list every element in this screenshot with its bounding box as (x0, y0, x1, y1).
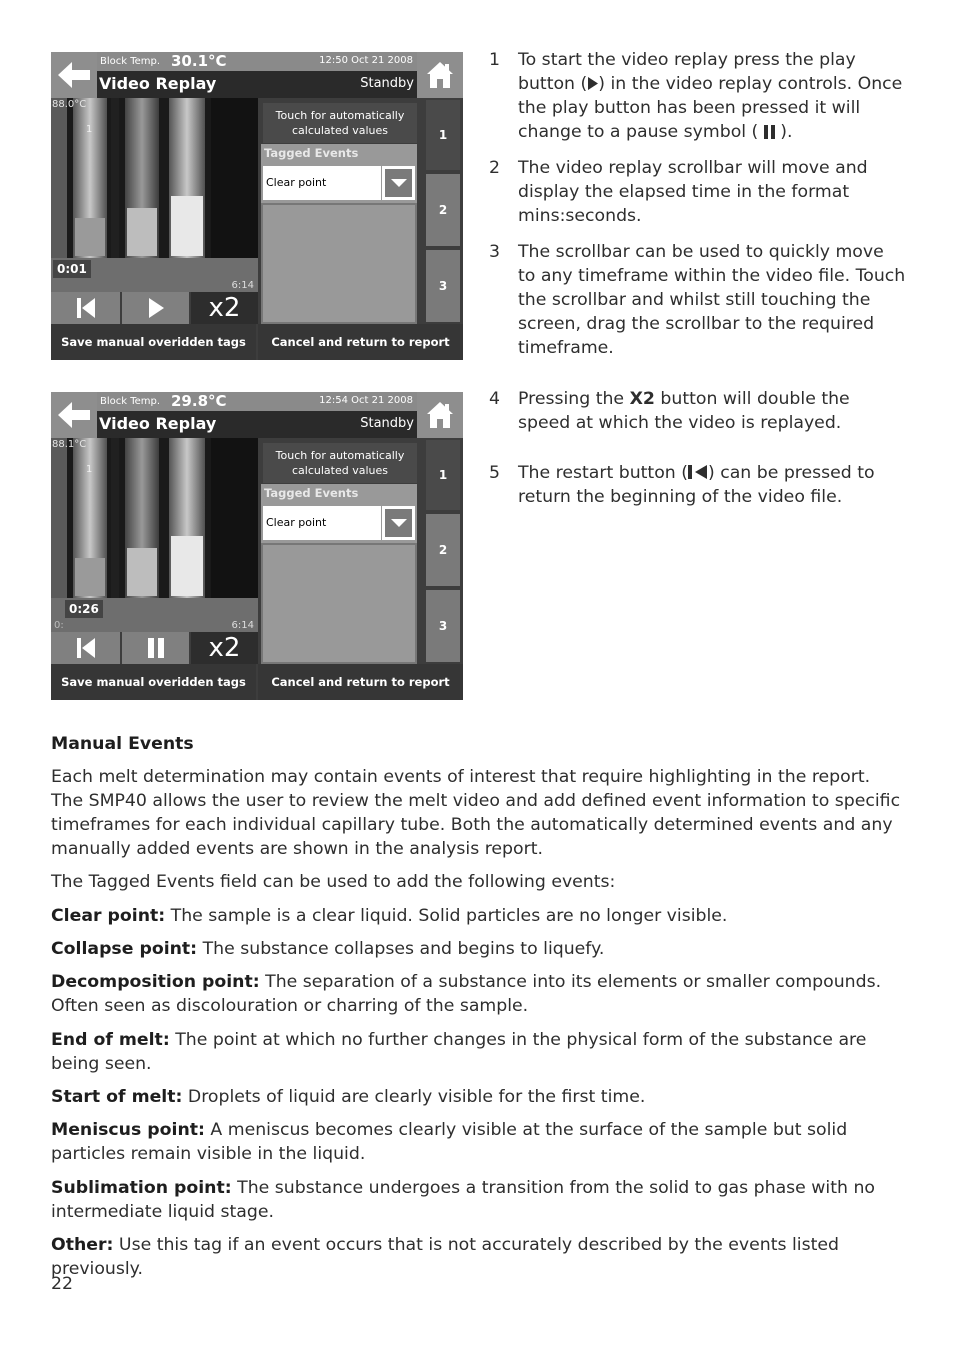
home-button[interactable] (417, 392, 463, 438)
event-description: The separation of a substance into its elements or smaller compounds. Often seen as discolouration or charring of the sample. (51, 972, 882, 1016)
block-temp-label: Block Temp. (100, 56, 161, 67)
status-bar (97, 392, 417, 411)
step-number: 1 (489, 50, 500, 70)
save-tags-button[interactable]: Save manual overidden tags (51, 664, 256, 700)
step-text: The restart button ( ) can be pressed to return the beginning of the video file. (518, 463, 875, 507)
capillary-video-image (51, 98, 258, 258)
video-replay-controls (51, 292, 258, 324)
chevron-down-icon (390, 178, 408, 188)
step-number: 4 (489, 389, 500, 409)
step-number: 3 (489, 242, 500, 262)
dropdown-toggle[interactable] (382, 506, 415, 540)
event-description: Use this tag if an event occurs that is not accurately described by the events listed previously. (51, 1235, 839, 1279)
video-replay-screenshot-2 (51, 392, 463, 700)
total-time: 6:14 (231, 280, 254, 291)
back-arrow-icon (56, 400, 92, 430)
play-button[interactable] (122, 292, 189, 324)
video-tube-number: 1 (86, 124, 93, 135)
step-text: The scrollbar can be used to quickly move to any timeframe within the video file. Touch the scrollbar and whilst still touching the screen, drag the scrollbar to the required timeframe. (518, 242, 906, 358)
tube-tab-2[interactable]: 2 (426, 514, 460, 586)
capillary-video-image (51, 438, 258, 598)
restart-button[interactable] (51, 632, 120, 664)
restart-icon (688, 465, 708, 479)
title-bar (97, 71, 417, 98)
event-definition (51, 904, 901, 928)
instrument-status: Standby (360, 416, 414, 431)
step-text: To start the video replay press the play button ( ) in the video replay controls. Once the play button has been pressed it will change to a pause symbol ( ). (518, 50, 903, 142)
section-intro: Each melt determination may contain events of interest that require highlighting in the report. The SMP40 allows the user to review the melt video and add defined event information to specific timeframes for each individual capillary tube. Both the automatically determined events and any manually added events are shown in the analysis report. (51, 767, 901, 859)
datetime: 12:54 Oct 21 2008 (319, 395, 413, 406)
save-tags-button[interactable]: Save manual overidden tags (51, 324, 256, 360)
pause-icon (764, 125, 775, 139)
event-description: The substance collapses and begins to liquefy. (197, 939, 605, 959)
back-button[interactable] (51, 52, 97, 98)
event-description: The point at which no further changes in the physical form of the substance are being seen. (51, 1030, 867, 1074)
pause-button[interactable] (122, 632, 189, 664)
home-icon (425, 60, 455, 90)
event-definition (51, 1118, 901, 1166)
restart-button[interactable] (51, 292, 120, 324)
tagged-events-list[interactable] (261, 203, 417, 324)
video-scrollbar[interactable] (51, 598, 258, 632)
tube-tabs (423, 438, 463, 664)
event-term: Sublimation point: (51, 1178, 232, 1198)
tube-tab-2[interactable]: 2 (426, 174, 460, 246)
elapsed-time: 0:01 (53, 260, 91, 278)
dropdown-value: Clear point (263, 506, 381, 540)
event-definition (51, 1028, 901, 1076)
block-temp-value: 29.8°C (171, 392, 227, 410)
event-description: The substance undergoes a transition from the solid to gas phase with no intermediate liquid stage. (51, 1178, 875, 1222)
video-frame (51, 98, 258, 258)
tube-tab-1[interactable]: 1 (426, 100, 460, 170)
title-bar (97, 411, 417, 438)
instrument-status: Standby (360, 76, 414, 91)
event-term: Decomposition point: (51, 972, 260, 992)
tagged-events-label: Tagged Events (261, 484, 417, 503)
restart-icon (76, 637, 96, 659)
back-button[interactable] (51, 392, 97, 438)
cancel-return-button[interactable]: Cancel and return to report (258, 324, 463, 360)
speed-x2-button[interactable]: x2 (191, 632, 258, 664)
block-temp-value: 30.1°C (171, 52, 227, 70)
play-icon (147, 297, 165, 319)
chevron-down-icon (390, 518, 408, 528)
tube-tab-3[interactable]: 3 (426, 590, 460, 662)
restart-icon (76, 297, 96, 319)
screen-title: Video Replay (99, 414, 217, 433)
video-replay-controls (51, 632, 258, 664)
section-heading: Manual Events (51, 734, 194, 754)
speed-x2-button[interactable]: x2 (191, 292, 258, 324)
block-temp-label: Block Temp. (100, 396, 161, 407)
video-temperature: 88.1°C (52, 439, 87, 450)
tagged-events-dropdown[interactable] (261, 163, 417, 203)
step-number: 5 (489, 463, 500, 483)
play-icon (587, 77, 598, 90)
video-tube-number: 1 (86, 464, 93, 475)
start-time-marker: 0: (54, 620, 64, 631)
tube-tab-3[interactable]: 3 (426, 250, 460, 322)
event-description: A meniscus becomes clearly visible at the surface of the sample but solid particles remain visible in the liquid. (51, 1120, 848, 1164)
video-frame (51, 438, 258, 598)
event-definition (51, 970, 901, 1018)
event-definition (51, 937, 901, 961)
datetime: 12:50 Oct 21 2008 (319, 55, 413, 66)
video-replay-screenshot-1 (51, 52, 463, 360)
step-number: 2 (489, 158, 500, 178)
step-text: Pressing the X2 button will double the speed at which the video is replayed. (518, 389, 850, 433)
event-term: Collapse point: (51, 939, 198, 959)
event-term: Meniscus point: (51, 1120, 205, 1140)
video-temperature: 88.0°C (52, 99, 87, 110)
total-time: 6:14 (231, 620, 254, 631)
dropdown-toggle[interactable] (382, 166, 415, 200)
event-term: Clear point: (51, 906, 166, 926)
section-lead: The Tagged Events field can be used to add the following events: (51, 872, 616, 892)
tagged-events-list[interactable] (261, 543, 417, 664)
tube-tab-1[interactable]: 1 (426, 440, 460, 510)
pause-icon (146, 637, 166, 659)
home-icon (425, 400, 455, 430)
status-bar (97, 52, 417, 71)
page-number: 22 (51, 1274, 73, 1294)
back-arrow-icon (56, 60, 92, 90)
home-button[interactable] (417, 52, 463, 98)
touch-auto-values-button[interactable]: Touch for automatically calculated values (263, 443, 417, 483)
step-text: The video replay scrollbar will move and display the elapsed time in the format mins:seconds. (518, 158, 868, 226)
screen-title: Video Replay (99, 74, 217, 93)
event-description: The sample is a clear liquid. Solid particles are no longer visible. (165, 906, 728, 926)
event-definition (51, 1176, 901, 1224)
elapsed-time: 0:26 (65, 600, 103, 618)
tube-tabs (423, 98, 463, 324)
tagged-events-dropdown[interactable] (261, 503, 417, 543)
event-description: Droplets of liquid are clearly visible for the first time. (182, 1087, 646, 1107)
event-term: Other: (51, 1235, 114, 1255)
tagged-events-label: Tagged Events (261, 144, 417, 163)
video-scrollbar[interactable] (51, 258, 258, 292)
event-definition (51, 1085, 901, 1109)
dropdown-value: Clear point (263, 166, 381, 200)
cancel-return-button[interactable]: Cancel and return to report (258, 664, 463, 700)
event-term: Start of melt: (51, 1087, 183, 1107)
event-term: End of melt: (51, 1030, 170, 1050)
touch-auto-values-button[interactable]: Touch for automatically calculated values (263, 103, 417, 143)
